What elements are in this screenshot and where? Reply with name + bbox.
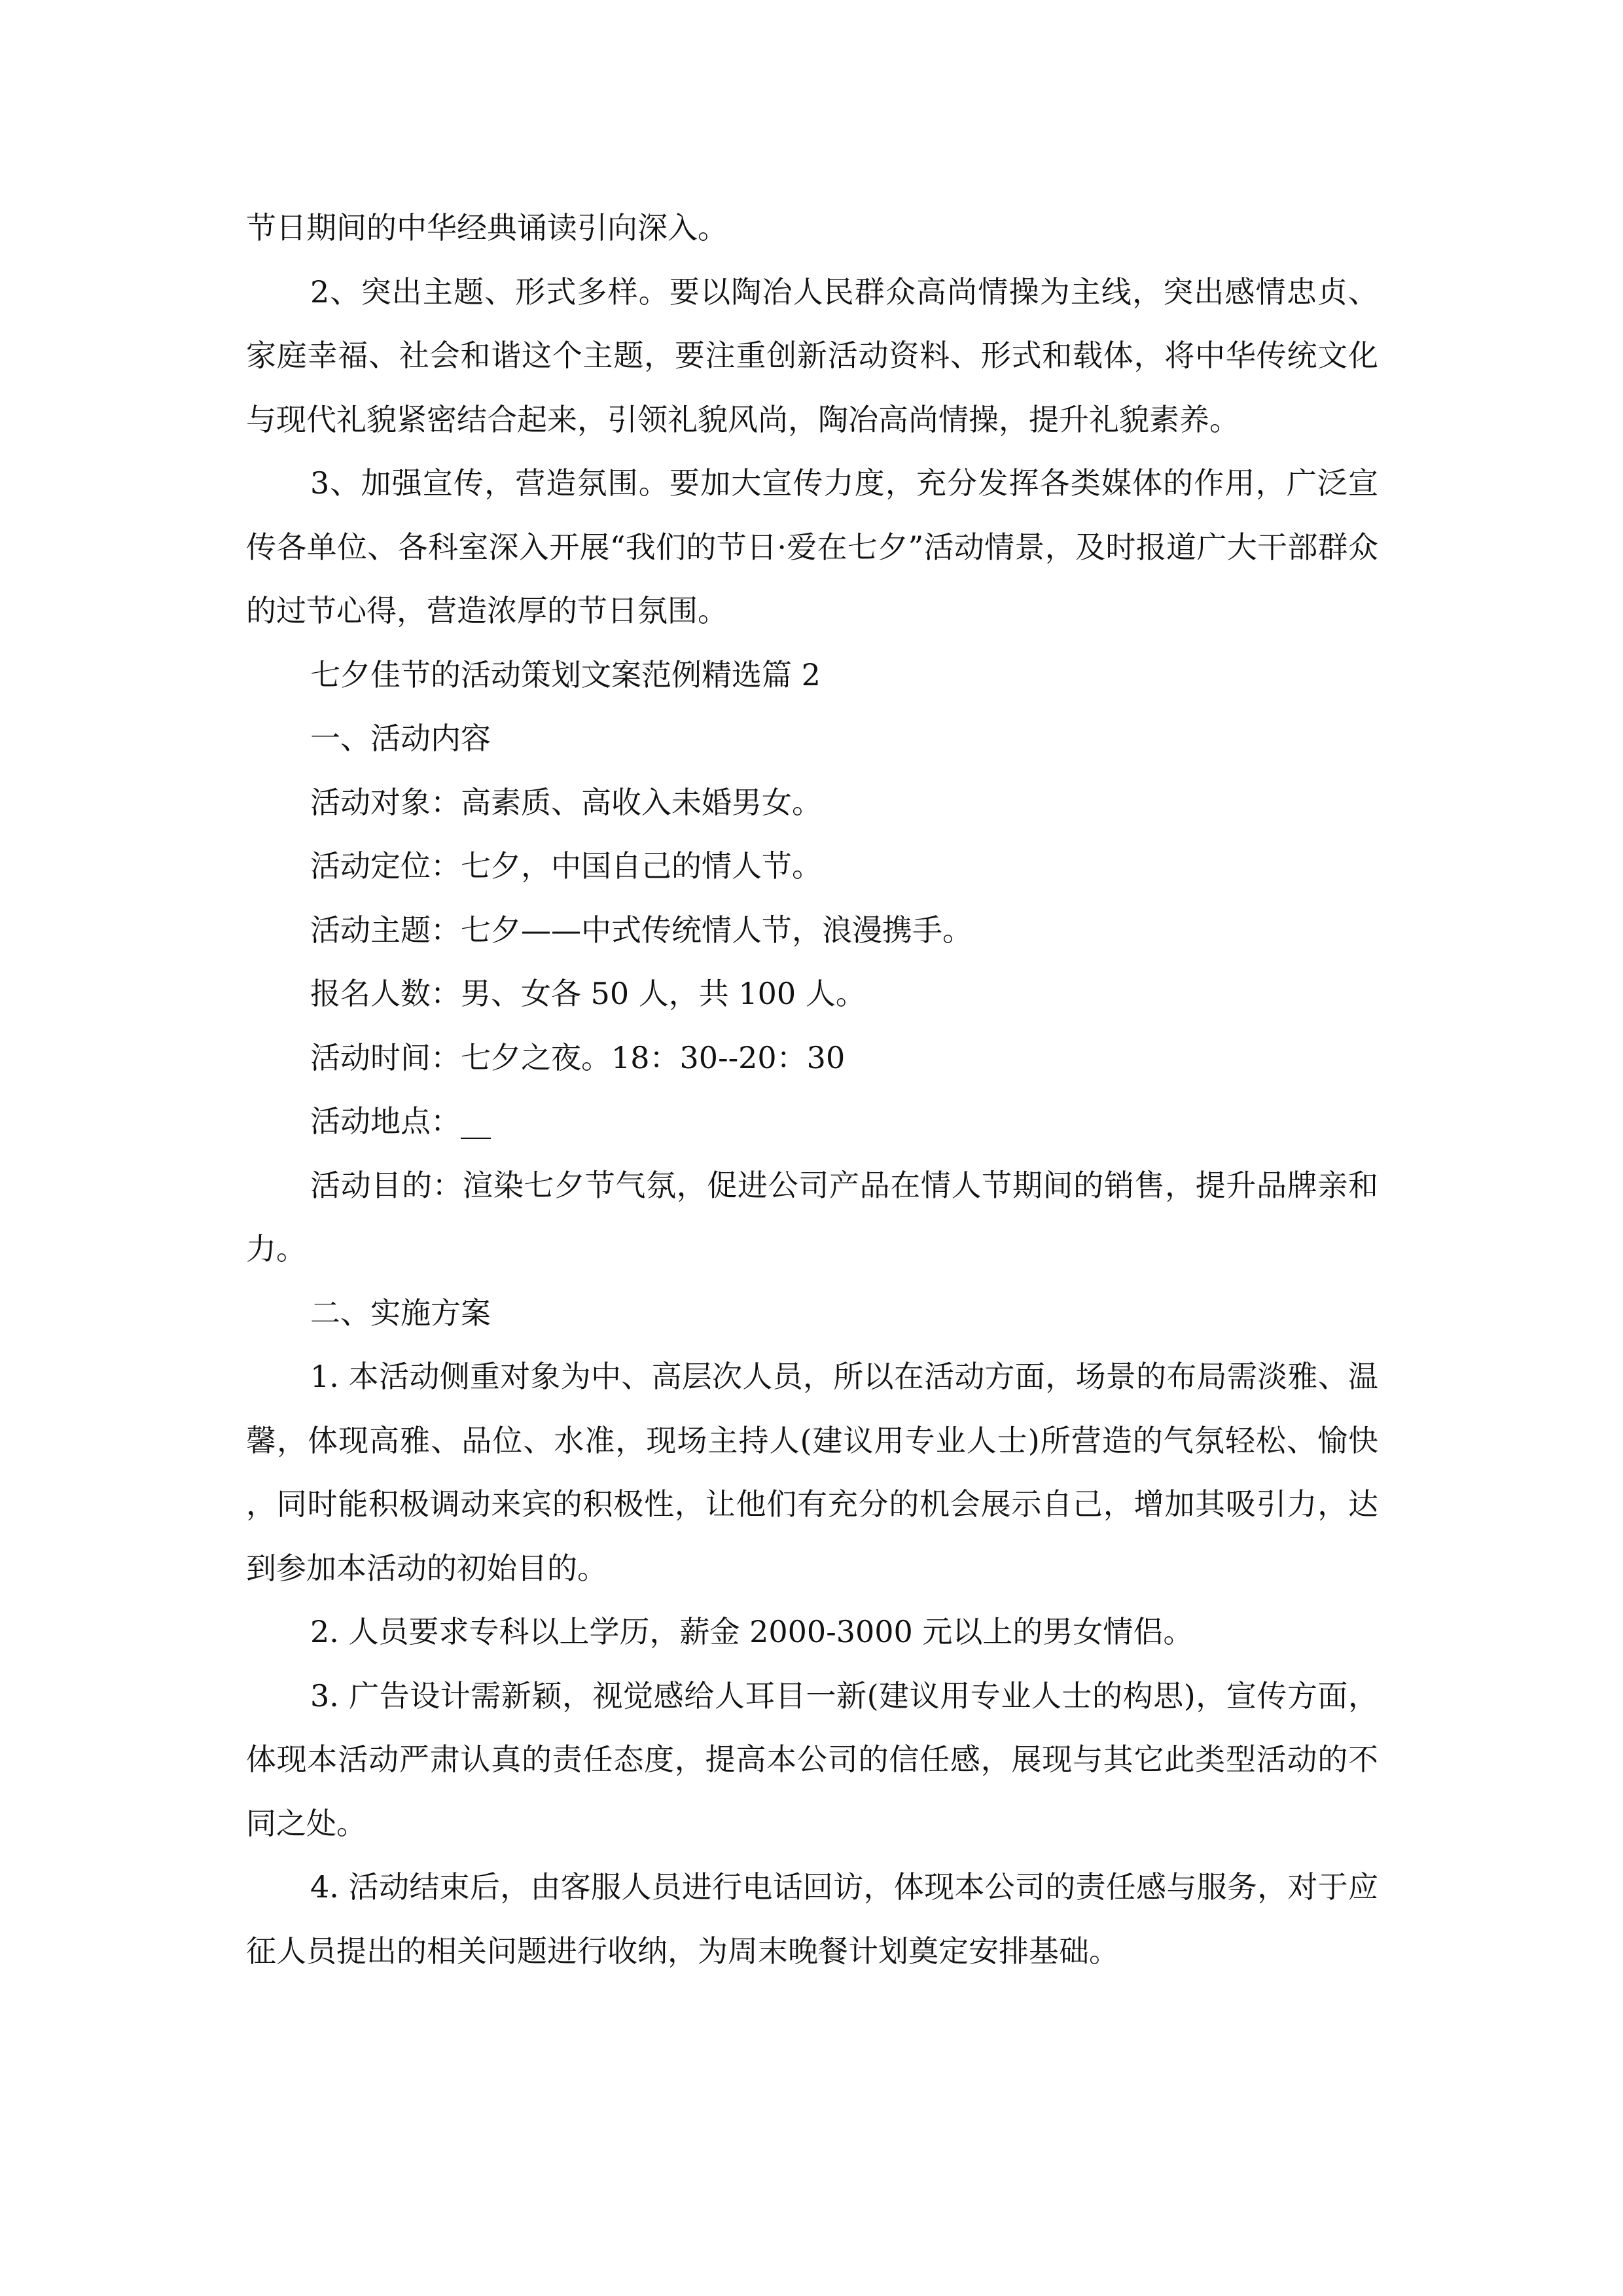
activity-positioning: 活动定位：七夕，中国自己的情人节。	[310, 848, 822, 884]
activity-target: 活动对象：高素质、高收入未婚男女。	[310, 784, 822, 820]
implementation-item-3: 3. 广告设计需新颖，视觉感给人耳目一新(建议用专业人士的构思)，宣传方面，体现本活动严肃认真的责任态度，提高本公司的信任感，展现与其它此类型活动的不同之处。	[246, 1677, 1378, 1841]
activity-purpose: 活动目的：渲染七夕节气氛，促进公司产品在情人节期间的销售，提升品牌亲和力。	[246, 1167, 1378, 1266]
implementation-item-4: 4. 活动结束后，由客服人员进行电话回访，体现本公司的责任感与服务，对于应征人员提出的相关问题进行收纳，为周末晚餐计划奠定安排基础。	[246, 1869, 1378, 1969]
implementation-item-2: 2. 人员要求专科以上学历，薪金 2000-3000 元以上的男女情侣。	[310, 1614, 1194, 1649]
registration-count: 报名人数：男、女各 50 人，共 100 人。	[310, 976, 866, 1011]
paragraph-requirement-2: 2、突出主题、形式多样。要以陶冶人民群众高尚情操为主线，突出感情忠贞、家庭幸福、社会和谐这个主题，要注重创新活动资料、形式和载体，将中华传统文化与现代礼貌紧密结合起来，引领礼貌风尚，陶冶高尚情操，提升礼貌素养。	[246, 274, 1378, 437]
paragraph-requirement-3: 3、加强宣传，营造氛围。要加大宣传力度，充分发挥各类媒体的作用，广泛宣传各单位、各科室深入开展“我们的节日·爱在七夕”活动情景，及时报道广大干部群众的过节心得，营造浓厚的节日氛围。	[246, 465, 1378, 628]
document-body	[246, 196, 1378, 1983]
activity-theme: 活动主题：七夕——中式传统情人节，浪漫携手。	[310, 912, 972, 948]
section-title: 七夕佳节的活动策划文案范例精选篇 2	[310, 656, 821, 692]
implementation-item-1: 1. 本活动侧重对象为中、高层次人员，所以在活动方面，场景的布局需淡雅、温馨，体现高雅、品位、水准，现场主持人(建议用专业人士)所营造的气氛轻松、愉快，同时能积极调动来宾的积极性，让他们有充分的机会展示自己，增加其吸引力，达到参加本活动的初始目的。	[246, 1359, 1378, 1586]
paragraph-continuation: 节日期间的中华经典诵读引向深入。	[246, 210, 728, 245]
activity-location: 活动地点：__	[310, 1103, 491, 1139]
heading-activity-content: 一、活动内容	[310, 721, 491, 756]
heading-implementation: 二、实施方案	[310, 1295, 491, 1331]
activity-time: 活动时间：七夕之夜。18：30--20：30	[310, 1039, 846, 1075]
